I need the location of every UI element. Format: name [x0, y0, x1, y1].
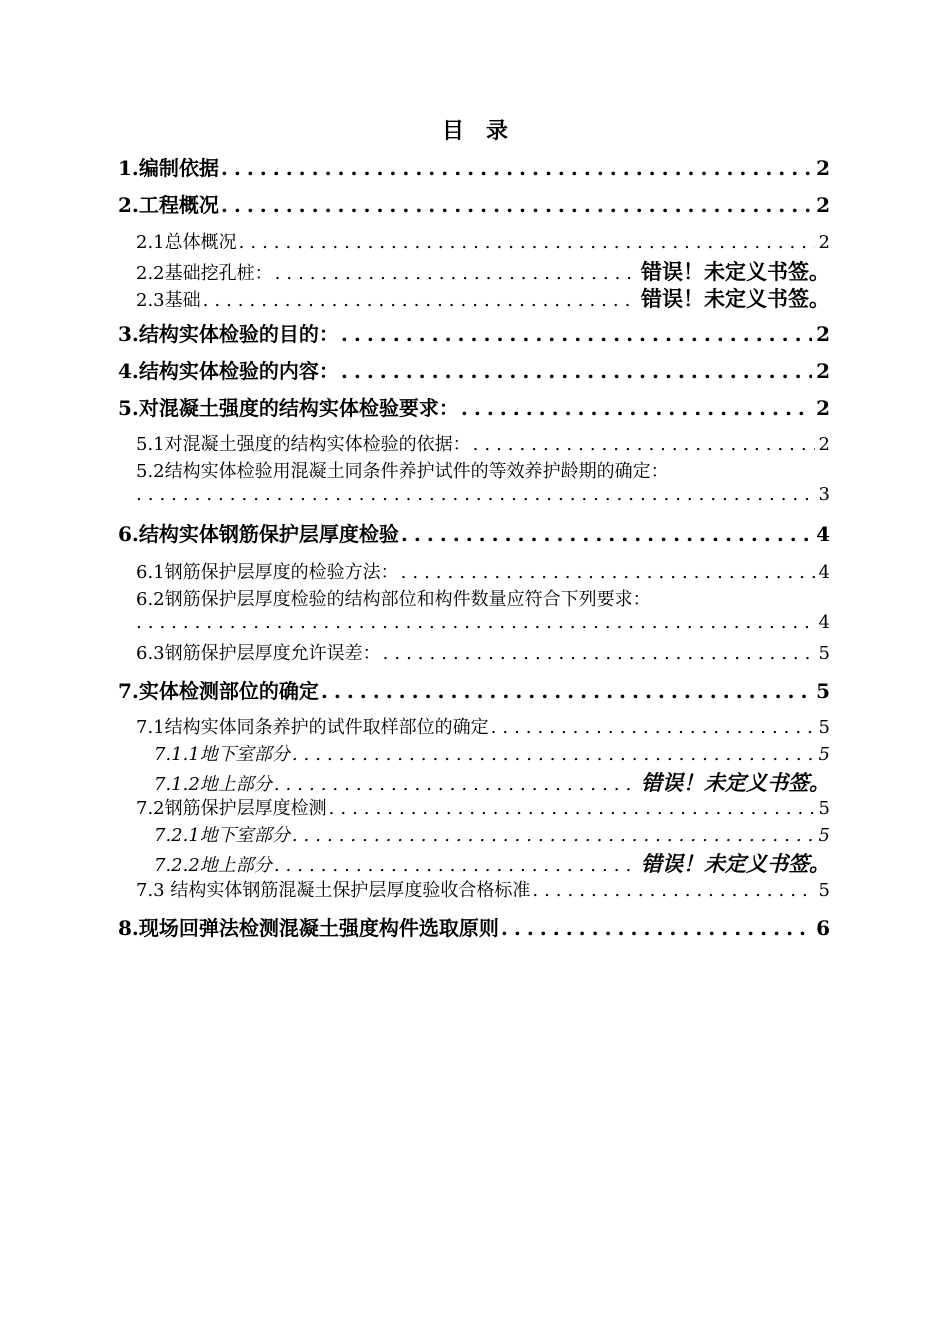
toc-entry[interactable]: [118, 318, 830, 346]
toc-entry[interactable]: [136, 283, 830, 309]
dot-leader: [461, 396, 812, 420]
dot-leader: [136, 484, 815, 505]
bookmark-error: 错误！未定义书签。: [641, 259, 830, 284]
toc-entry-label: 5.对混凝土强度的结构实体检验要求：: [118, 396, 459, 420]
toc-entry[interactable]: [136, 430, 830, 456]
toc-entry-label: 5.1对混凝土强度的结构实体检验的依据：: [136, 434, 471, 455]
dot-leader: [274, 774, 637, 795]
dot-leader: [329, 798, 815, 819]
toc-entry[interactable]: [136, 713, 830, 739]
toc-entry-label: 7.1.1地下室部分: [154, 744, 290, 765]
dot-leader: [292, 825, 815, 846]
dot-leader: [203, 290, 637, 311]
toc-entry-page: 4: [818, 562, 830, 583]
toc-entry-page: 2: [816, 396, 830, 420]
toc-entry-page: 6: [816, 916, 830, 940]
toc-entry[interactable]: [118, 392, 830, 420]
toc-entry-label: 2.3基础: [136, 290, 201, 311]
toc-entry-label: 6.结构实体钢筋保护层厚度检验: [118, 522, 399, 546]
toc-entry[interactable]: [136, 228, 830, 254]
dot-leader: [401, 562, 815, 583]
toc-entry-label: 7.3 结构实体钢筋混凝土保护层厚度验收合格标准: [136, 880, 531, 901]
toc-entry[interactable]: [136, 558, 830, 584]
toc-entry[interactable]: [154, 848, 830, 874]
toc-entry[interactable]: [136, 794, 830, 820]
bookmark-error: 错误！未定义书签。: [641, 286, 830, 311]
toc-entry[interactable]: [118, 189, 830, 217]
toc-entry[interactable]: [118, 675, 830, 703]
toc-entry-page: 5: [818, 744, 830, 765]
toc-entry-label: 7.1.2地上部分: [154, 774, 272, 795]
dot-leader: [473, 434, 815, 455]
toc-entry[interactable]: [136, 639, 830, 665]
toc-entry[interactable]: [154, 740, 830, 766]
toc-entry-page: 5: [816, 679, 830, 703]
toc-entry[interactable]: [118, 912, 830, 940]
toc-entry-page: 5: [818, 717, 830, 738]
dot-leader: [292, 744, 815, 765]
toc-entry-label: 7.2.1地下室部分: [154, 825, 290, 846]
toc-entry-label: 8.现场回弹法检测混凝土强度构件选取原则: [118, 916, 499, 940]
toc-entry-page: 4: [818, 612, 830, 633]
toc-entry-page: 2: [816, 193, 830, 217]
toc-entry[interactable]: [154, 821, 830, 847]
toc-entry-label: 2.1总体概况: [136, 232, 237, 253]
toc-entry-label: 7.1结构实体同条养护的试件取样部位的确定: [136, 717, 489, 738]
toc-entry[interactable]: [154, 767, 830, 793]
toc-entry-label: 3.结构实体检验的目的：: [118, 322, 339, 346]
toc-entry-page: 5: [818, 880, 830, 901]
toc-entry-continuation[interactable]: [136, 484, 830, 510]
toc-entry-label: 6.1钢筋保护层厚度的检验方法：: [136, 562, 399, 583]
dot-leader: [341, 322, 812, 346]
dot-leader: [501, 916, 812, 940]
toc-entry-label: 7.实体检测部位的确定: [118, 679, 319, 703]
dot-leader: [275, 263, 637, 284]
dot-leader: [274, 855, 637, 876]
toc-entry-label: 2.2基础挖孔桩：: [136, 263, 273, 284]
toc-entry-page: 2: [816, 359, 830, 383]
dot-leader: [221, 156, 812, 180]
dot-leader: [321, 679, 812, 703]
dot-leader: [341, 359, 812, 383]
dot-leader: [491, 717, 815, 738]
toc-entry-label: 1.编制依据: [118, 156, 219, 180]
toc-entry-label: 4.结构实体检验的内容：: [118, 359, 339, 383]
dot-leader: [532, 880, 814, 901]
toc-entry[interactable]: [118, 355, 830, 383]
toc-entry-label[interactable]: 5.2结构实体检验用混凝土同条件养护试件的等效养护龄期的确定：: [136, 461, 669, 482]
toc-entry-label: 2.工程概况: [118, 193, 219, 217]
toc-entry[interactable]: [136, 876, 830, 902]
toc-entry[interactable]: [118, 518, 830, 546]
dot-leader: [239, 232, 815, 253]
toc-title: 目 录: [441, 118, 508, 144]
bookmark-error: 错误！未定义书签。: [641, 770, 830, 795]
toc-entry-page: 2: [818, 232, 830, 253]
toc-entry-label: 7.2钢筋保护层厚度检测: [136, 798, 327, 819]
toc-entry-page: 2: [816, 322, 830, 346]
bookmark-error: 错误！未定义书签。: [641, 851, 830, 876]
toc-entry-label: 6.3钢筋保护层厚度允许误差：: [136, 643, 381, 664]
toc-entry-continuation[interactable]: [136, 612, 830, 638]
dot-leader: [221, 193, 812, 217]
toc-entry-label[interactable]: 6.2钢筋保护层厚度检验的结构部位和构件数量应符合下列要求：: [136, 589, 651, 610]
toc-entry-page: 2: [818, 434, 830, 455]
dot-leader: [383, 643, 815, 664]
toc-entry-page: 5: [818, 825, 830, 846]
toc-entry-page: 3: [818, 484, 830, 505]
toc-entry-page: 5: [818, 798, 830, 819]
dot-leader: [401, 522, 812, 546]
toc-entry[interactable]: [136, 256, 830, 282]
toc-entry-page: 2: [816, 156, 830, 180]
dot-leader: [136, 612, 815, 633]
toc-entry[interactable]: [118, 152, 830, 180]
toc-entry-page: 5: [818, 643, 830, 664]
toc-entry-label: 7.2.2地上部分: [154, 855, 272, 876]
toc-entry-page: 4: [816, 522, 830, 546]
